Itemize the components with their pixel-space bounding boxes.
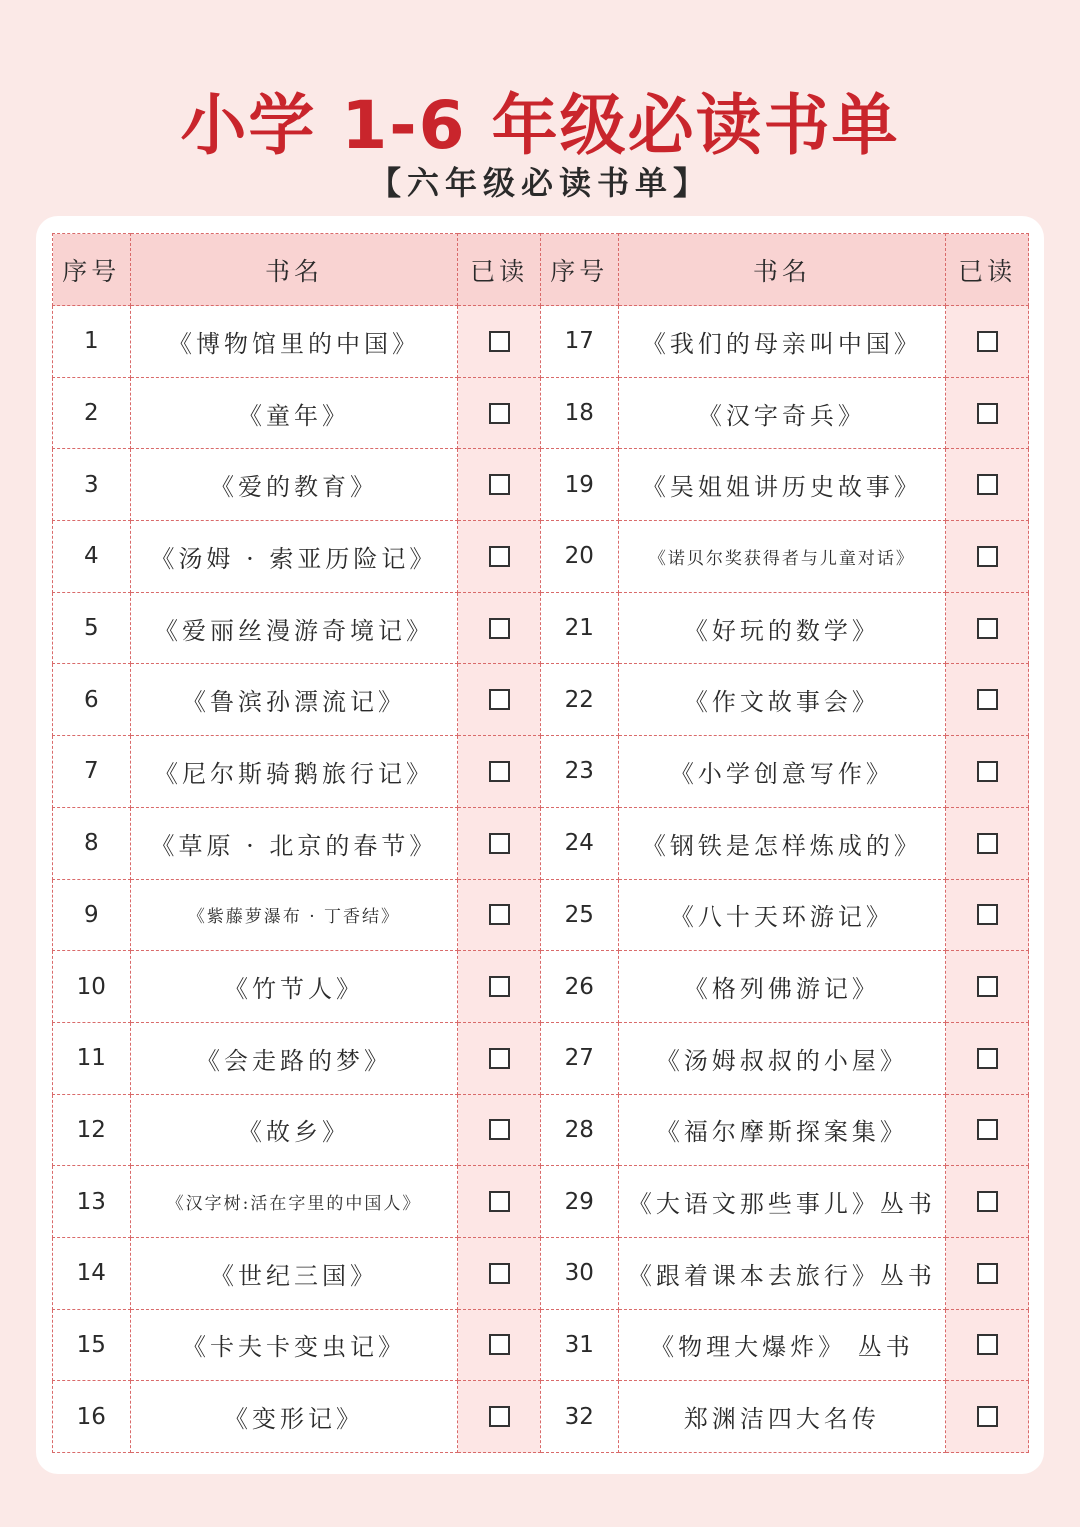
- read-checkbox[interactable]: [977, 976, 998, 997]
- read-checkbox[interactable]: [977, 689, 998, 710]
- book-number: 4: [53, 521, 131, 593]
- table-row: [53, 879, 1029, 951]
- read-cell: [946, 1166, 1029, 1238]
- book-number: 28: [540, 1094, 618, 1166]
- book-list-table: [52, 233, 1029, 1453]
- read-checkbox[interactable]: [489, 1119, 510, 1140]
- book-title: 《博物馆里的中国》: [130, 306, 458, 378]
- header-num-right: 序号: [540, 234, 618, 306]
- read-cell: [946, 521, 1029, 593]
- book-number: 22: [540, 664, 618, 736]
- book-title: 《好玩的数学》: [618, 592, 946, 664]
- book-number: 32: [540, 1381, 618, 1453]
- read-checkbox[interactable]: [489, 689, 510, 710]
- table-row: [53, 807, 1029, 879]
- read-checkbox[interactable]: [977, 331, 998, 352]
- table-row: [53, 1094, 1029, 1166]
- read-checkbox[interactable]: [489, 976, 510, 997]
- book-title: 《物理大爆炸》 丛书: [618, 1309, 946, 1381]
- table-row: [53, 377, 1029, 449]
- book-number: 17: [540, 306, 618, 378]
- read-cell: [946, 1381, 1029, 1453]
- read-cell: [946, 306, 1029, 378]
- read-cell: [946, 879, 1029, 951]
- book-number: 26: [540, 951, 618, 1023]
- book-number: 8: [53, 807, 131, 879]
- book-title: 《故乡》: [130, 1094, 458, 1166]
- book-number: 1: [53, 306, 131, 378]
- book-number: 14: [53, 1237, 131, 1309]
- read-checkbox[interactable]: [489, 833, 510, 854]
- table-row: [53, 521, 1029, 593]
- read-cell: [458, 951, 541, 1023]
- read-checkbox[interactable]: [489, 1048, 510, 1069]
- book-title: 《童年》: [130, 377, 458, 449]
- read-checkbox[interactable]: [977, 761, 998, 782]
- read-checkbox[interactable]: [977, 1406, 998, 1427]
- read-cell: [458, 807, 541, 879]
- book-title: 《竹节人》: [130, 951, 458, 1023]
- table-header-row: [53, 234, 1029, 306]
- read-checkbox[interactable]: [489, 403, 510, 424]
- read-checkbox[interactable]: [977, 1334, 998, 1355]
- book-title: 《紫藤萝瀑布 · 丁香结》: [130, 879, 458, 951]
- header-read-right: 已读: [946, 234, 1029, 306]
- read-cell: [458, 521, 541, 593]
- header-read-left: 已读: [458, 234, 541, 306]
- read-checkbox[interactable]: [977, 1048, 998, 1069]
- read-checkbox[interactable]: [977, 904, 998, 925]
- book-title: 《尼尔斯骑鹅旅行记》: [130, 736, 458, 808]
- book-number: 15: [53, 1309, 131, 1381]
- book-title: 《汉字树:活在字里的中国人》: [130, 1166, 458, 1238]
- book-number: 3: [53, 449, 131, 521]
- book-number: 6: [53, 664, 131, 736]
- read-cell: [458, 879, 541, 951]
- read-checkbox[interactable]: [489, 904, 510, 925]
- table-row: [53, 1166, 1029, 1238]
- book-number: 27: [540, 1022, 618, 1094]
- read-cell: [458, 736, 541, 808]
- book-title: 《爱的教育》: [130, 449, 458, 521]
- read-cell: [458, 1022, 541, 1094]
- book-number: 23: [540, 736, 618, 808]
- read-cell: [946, 449, 1029, 521]
- book-title: 《小学创意写作》: [618, 736, 946, 808]
- read-checkbox[interactable]: [977, 1119, 998, 1140]
- read-checkbox[interactable]: [977, 474, 998, 495]
- book-number: 10: [53, 951, 131, 1023]
- read-checkbox[interactable]: [489, 331, 510, 352]
- book-title: 《鲁滨孙漂流记》: [130, 664, 458, 736]
- read-checkbox[interactable]: [977, 1191, 998, 1212]
- read-checkbox[interactable]: [977, 833, 998, 854]
- read-cell: [458, 449, 541, 521]
- read-cell: [458, 377, 541, 449]
- read-cell: [946, 664, 1029, 736]
- read-cell: [458, 664, 541, 736]
- read-cell: [946, 1237, 1029, 1309]
- book-title: 《大语文那些事儿》丛书: [618, 1166, 946, 1238]
- table-row: [53, 592, 1029, 664]
- read-checkbox[interactable]: [977, 546, 998, 567]
- read-checkbox[interactable]: [489, 761, 510, 782]
- read-checkbox[interactable]: [977, 1263, 998, 1284]
- book-number: 20: [540, 521, 618, 593]
- table-row: [53, 736, 1029, 808]
- header-name-right: 书名: [618, 234, 946, 306]
- book-number: 18: [540, 377, 618, 449]
- book-title: 《爱丽丝漫游奇境记》: [130, 592, 458, 664]
- book-title: 《钢铁是怎样炼成的》: [618, 807, 946, 879]
- read-cell: [946, 807, 1029, 879]
- book-title: 《汤姆 · 索亚历险记》: [130, 521, 458, 593]
- table-row: [53, 1237, 1029, 1309]
- read-cell: [946, 736, 1029, 808]
- book-number: 21: [540, 592, 618, 664]
- book-title: 《诺贝尔奖获得者与儿童对话》: [618, 521, 946, 593]
- header-num-left: 序号: [53, 234, 131, 306]
- read-cell: [458, 1237, 541, 1309]
- header-name-left: 书名: [130, 234, 458, 306]
- read-checkbox[interactable]: [489, 1191, 510, 1212]
- read-checkbox[interactable]: [489, 1334, 510, 1355]
- book-title: 郑渊洁四大名传: [618, 1381, 946, 1453]
- book-title: 《格列佛游记》: [618, 951, 946, 1023]
- book-number: 24: [540, 807, 618, 879]
- book-number: 9: [53, 879, 131, 951]
- table-row: [53, 1381, 1029, 1453]
- book-title: 《卡夫卡变虫记》: [130, 1309, 458, 1381]
- book-title: 《会走路的梦》: [130, 1022, 458, 1094]
- book-number: 19: [540, 449, 618, 521]
- table-row: [53, 951, 1029, 1023]
- book-number: 7: [53, 736, 131, 808]
- read-checkbox[interactable]: [489, 1406, 510, 1427]
- read-cell: [458, 1094, 541, 1166]
- book-title: 《吴姐姐讲历史故事》: [618, 449, 946, 521]
- book-number: 11: [53, 1022, 131, 1094]
- book-title: 《汉字奇兵》: [618, 377, 946, 449]
- page-subtitle: 【六年级必读书单】: [368, 164, 711, 202]
- book-number: 12: [53, 1094, 131, 1166]
- book-title: 《作文故事会》: [618, 664, 946, 736]
- read-checkbox[interactable]: [489, 618, 510, 639]
- read-checkbox[interactable]: [977, 403, 998, 424]
- page-title: 小学 1-6 年级必读书单: [180, 87, 900, 164]
- read-cell: [458, 1309, 541, 1381]
- book-number: 25: [540, 879, 618, 951]
- read-cell: [946, 1022, 1029, 1094]
- book-title: 《福尔摩斯探案集》: [618, 1094, 946, 1166]
- book-title: 《八十天环游记》: [618, 879, 946, 951]
- read-cell: [946, 592, 1029, 664]
- read-cell: [946, 377, 1029, 449]
- book-number: 29: [540, 1166, 618, 1238]
- read-cell: [458, 1166, 541, 1238]
- read-cell: [458, 306, 541, 378]
- read-cell: [458, 1381, 541, 1453]
- table-row: [53, 1309, 1029, 1381]
- book-number: 30: [540, 1237, 618, 1309]
- book-number: 2: [53, 377, 131, 449]
- book-title: 《跟着课本去旅行》丛书: [618, 1237, 946, 1309]
- read-cell: [946, 1094, 1029, 1166]
- book-number: 5: [53, 592, 131, 664]
- table-row: [53, 449, 1029, 521]
- read-checkbox[interactable]: [489, 1263, 510, 1284]
- book-title: 《变形记》: [130, 1381, 458, 1453]
- book-number: 13: [53, 1166, 131, 1238]
- book-number: 31: [540, 1309, 618, 1381]
- read-cell: [946, 1309, 1029, 1381]
- read-checkbox[interactable]: [489, 474, 510, 495]
- read-checkbox[interactable]: [977, 618, 998, 639]
- book-title: 《草原 · 北京的春节》: [130, 807, 458, 879]
- table-row: [53, 1022, 1029, 1094]
- book-number: 16: [53, 1381, 131, 1453]
- book-title: 《汤姆叔叔的小屋》: [618, 1022, 946, 1094]
- read-cell: [946, 951, 1029, 1023]
- book-title: 《世纪三国》: [130, 1237, 458, 1309]
- read-cell: [458, 592, 541, 664]
- read-checkbox[interactable]: [489, 546, 510, 567]
- table-row: [53, 664, 1029, 736]
- table-row: [53, 306, 1029, 378]
- book-title: 《我们的母亲叫中国》: [618, 306, 946, 378]
